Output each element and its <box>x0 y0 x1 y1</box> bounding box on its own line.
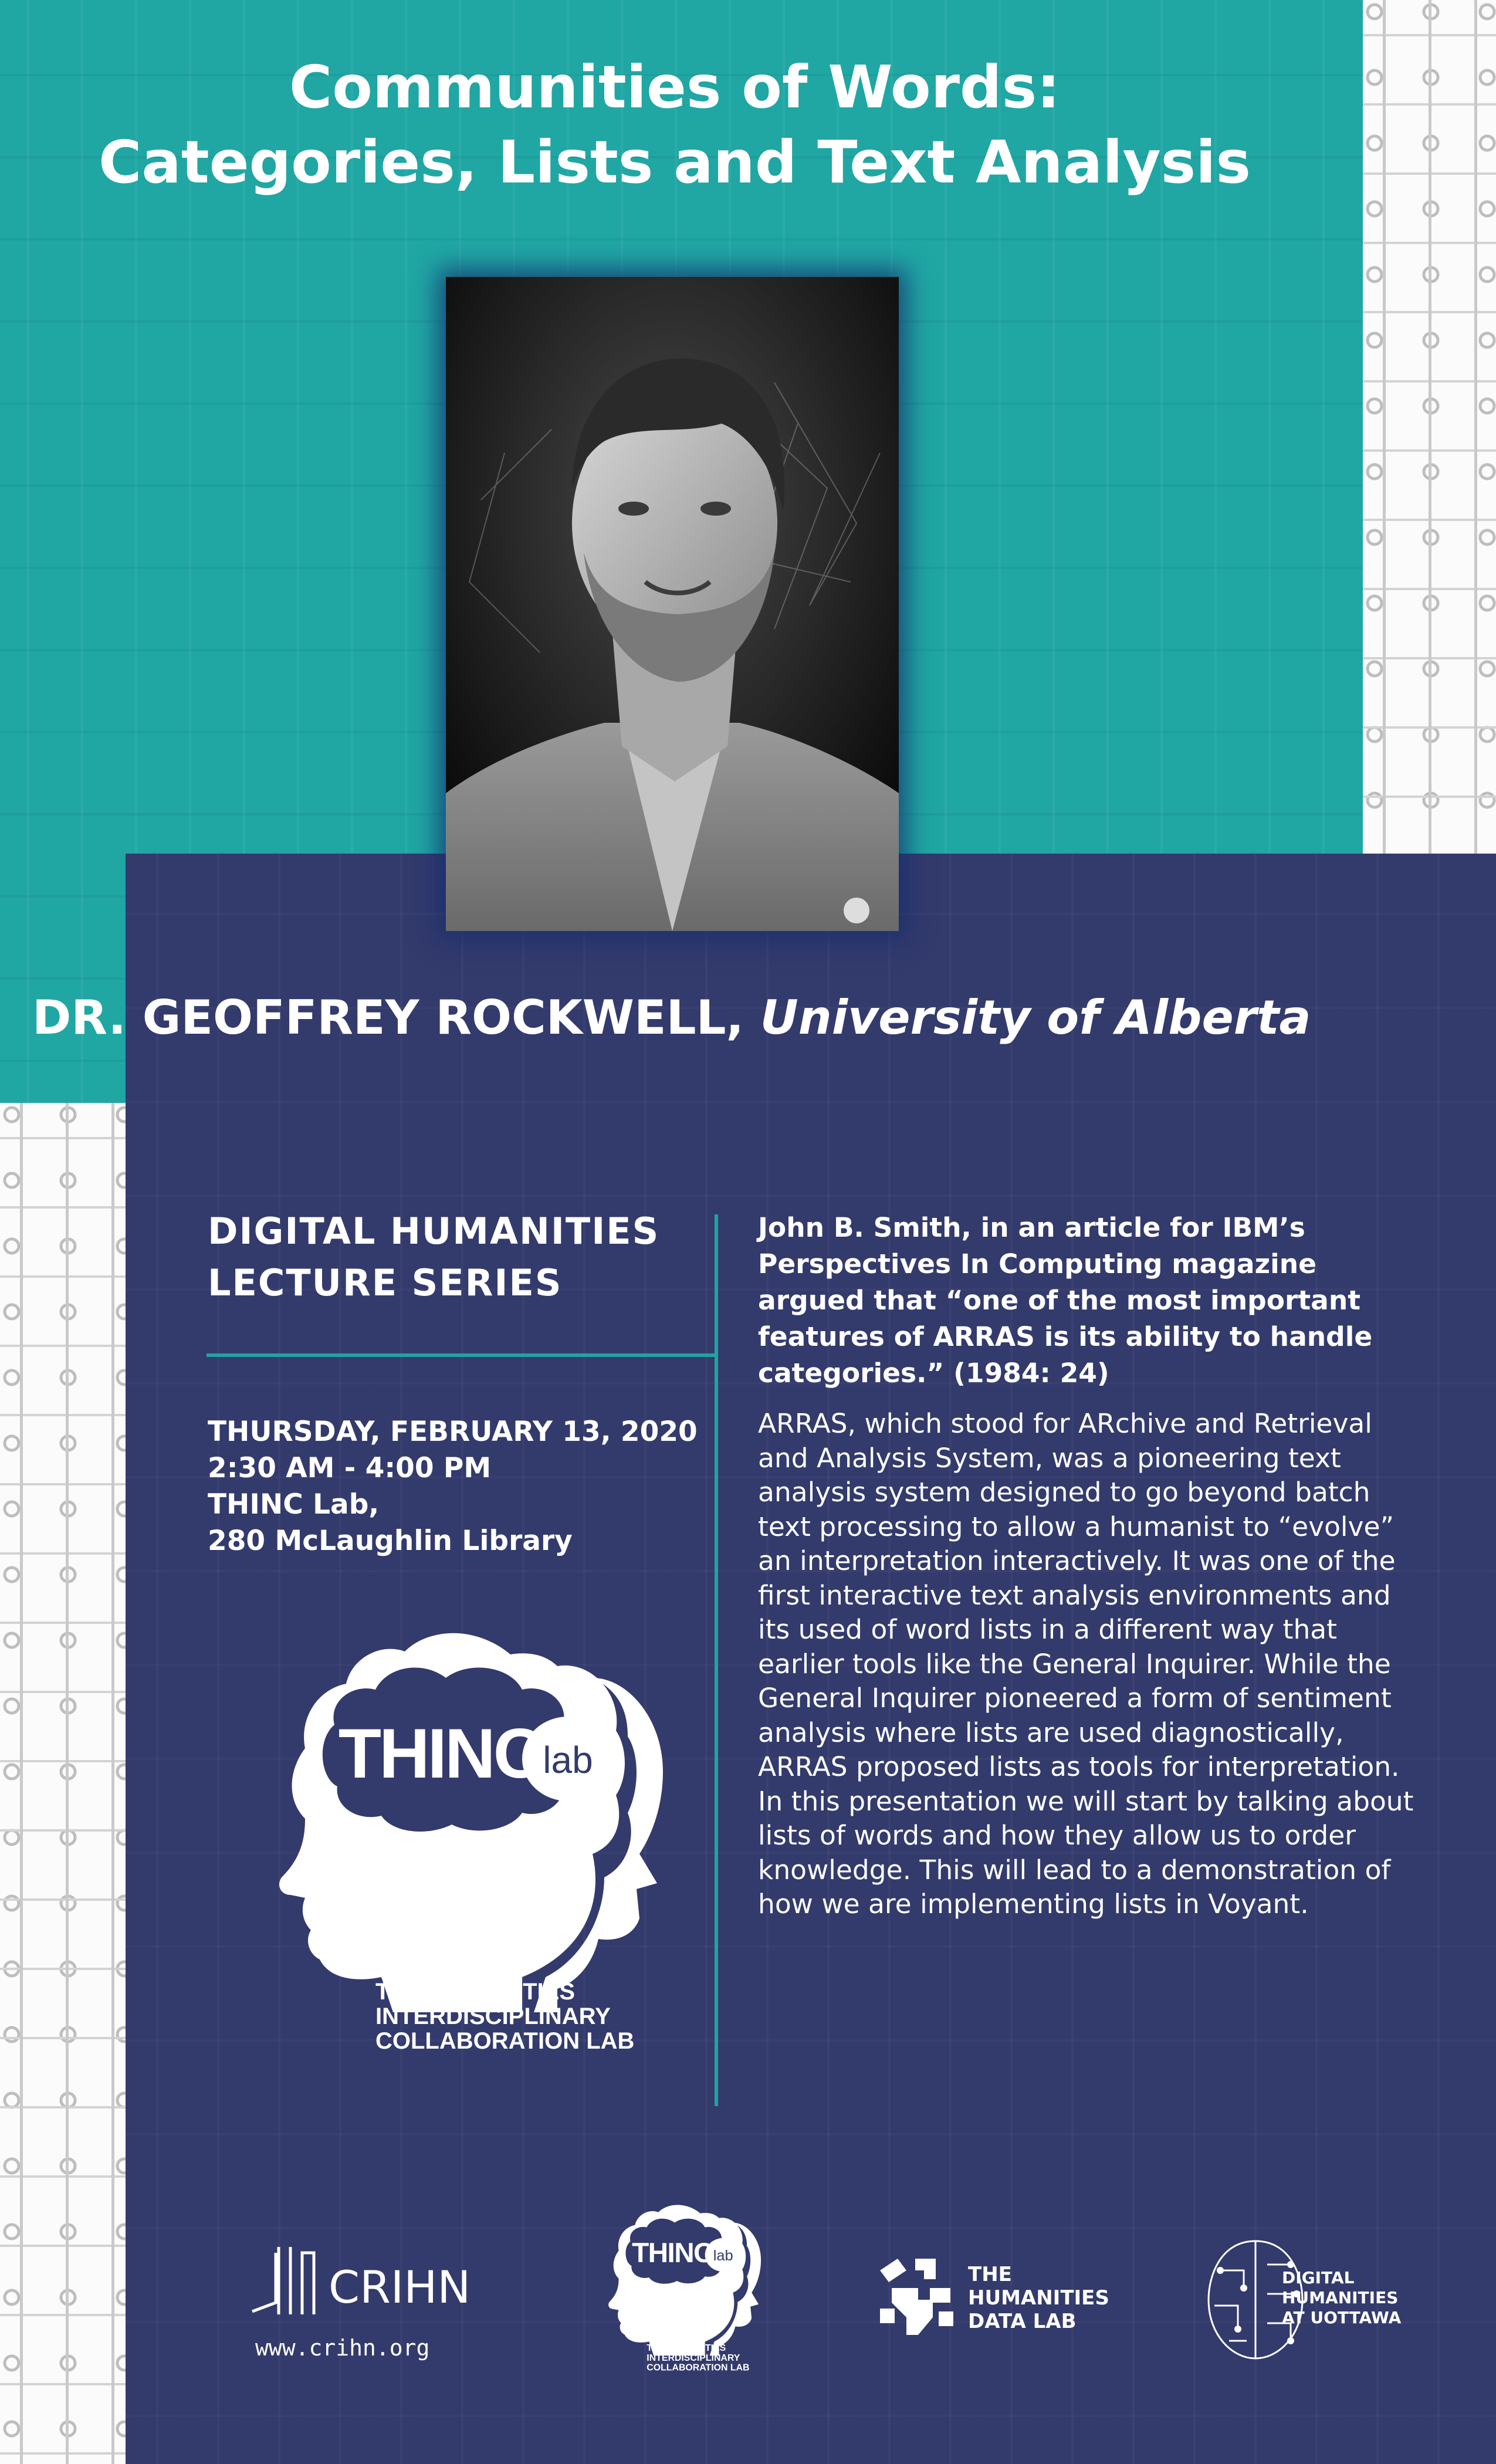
speaker-affiliation: University of Alberta <box>760 990 1311 1045</box>
thinc-logo-caption-1: THE HUMANITIES <box>375 1979 575 2005</box>
speaker-photo <box>446 277 899 931</box>
thinc-small-main-text: THINC <box>632 2238 713 2269</box>
thinc-lab-logo <box>217 1602 675 2053</box>
hdl-text-2: HUMANITIES <box>968 2286 1109 2310</box>
digital-humanities-uottawa-logo <box>1197 2229 1420 2370</box>
event-title-line1: Communities of Words: <box>289 53 1061 121</box>
speaker-line <box>32 990 1311 1045</box>
series-title-line1: DIGITAL HUMANITIES <box>208 1210 660 1253</box>
event-title-line2: Categories, Lists and Text Analysis <box>99 128 1251 197</box>
circuit-pattern-left <box>0 1103 126 2464</box>
thinc-lab-logo-small <box>584 2191 766 2373</box>
event-date: THURSDAY, FEBRUARY 13, 2020 <box>208 1416 698 1448</box>
thinc-logo-sub-text: lab <box>543 1739 593 1781</box>
thinc-logo-caption-3: COLLABORATION LAB <box>375 2028 635 2053</box>
event-venue: THINC Lab, <box>208 1488 380 1521</box>
event-title <box>23 50 1326 200</box>
abstract-lead: John B. Smith, in an article for IBM’s Perspectives In Computing magazine argued that “one of the most important features of ARRAS is its ability to handle categories.” (1984: 24) <box>758 1212 1373 1389</box>
thinc-small-caption-2: INTERDISCIPLINARY <box>647 2353 740 2363</box>
crihn-url: www.crihn.org <box>255 2335 430 2361</box>
abstract-body: ARRAS, which stood for ARchive and Retrieval and Analysis System, was a pioneering text analysis system designed to go beyond batch text processing to allow a humanist to “evolve” an interpretation interactively. It was one of the first interactive text analysis environments and its used of word lists in a different way that earlier tools like the General Inquirer. While the General Inquirer pioneered a form of sentiment analysis where lists are used diagnostically, ARRAS proposed lists as tools for interpretation. In this presentation we will start by talking about lists of words and how they allow us to order knowledge. This will lead to a demonstration of how we are implementing lists in Voyant. <box>758 1408 1414 1920</box>
series-title-line2: LECTURE SERIES <box>208 1261 563 1304</box>
humanities-data-lab-logo <box>874 2253 1126 2341</box>
event-time: 2:30 AM - 4:00 PM <box>208 1452 492 1484</box>
circuit-pattern-right <box>1363 0 1496 854</box>
crihn-logo <box>241 2229 493 2370</box>
thinc-small-sub-text: lab <box>713 2248 733 2265</box>
divider-horizontal <box>207 1353 715 1357</box>
series-title <box>208 1206 659 1309</box>
hdl-text-3: DATA LAB <box>968 2310 1077 2333</box>
thinc-small-caption-1: THE HUMANITIES <box>647 2343 726 2354</box>
event-details <box>208 1414 698 1559</box>
hdl-text-1: THE <box>968 2263 1012 2286</box>
thinc-logo-main-text: THINC <box>338 1714 542 1793</box>
crihn-name: CRIHN <box>329 2261 471 2313</box>
event-room: 280 McLaughlin Library <box>208 1525 573 1557</box>
speaker-name: DR. GEOFFREY ROCKWELL, <box>32 990 744 1045</box>
dh-text-1: DIGITAL <box>1282 2268 1355 2287</box>
thinc-logo-caption-2: INTERDISCIPLINARY <box>375 2003 611 2029</box>
dh-text-3: AT UOTTAWA <box>1282 2308 1402 2327</box>
thinc-small-caption-3: COLLABORATION LAB <box>647 2363 750 2373</box>
divider-vertical <box>715 1214 718 2106</box>
dh-text-2: HUMANITIES <box>1282 2288 1399 2307</box>
